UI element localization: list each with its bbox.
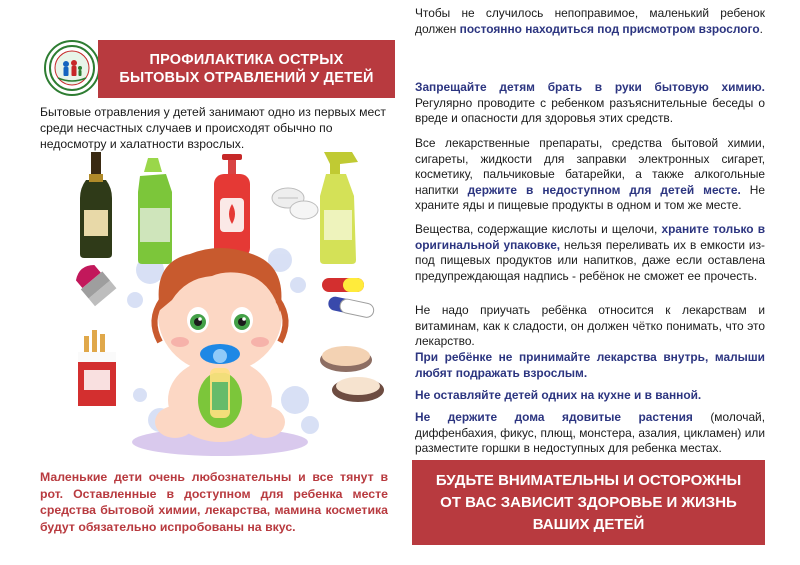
pills-icon — [272, 188, 318, 219]
illustration — [40, 150, 395, 460]
paragraph-kitchen — [415, 388, 765, 404]
title-line-2: БЫТОВЫХ ОТРАВЛЕНИЙ У ДЕТЕЙ — [119, 70, 374, 86]
footer-banner — [412, 460, 765, 545]
paragraph-plants — [415, 410, 765, 457]
p3-highlight: держите в недоступном для детей месте. — [467, 182, 741, 197]
p4-text-a: Вещества, содержащие кислоты и щелочи, — [415, 222, 662, 236]
footer-line-1: БУДЬТЕ ВНИМАТЕЛЬНЫ И ОСТОРОЖНЫ — [435, 471, 742, 489]
p1-text-c: . — [759, 21, 763, 36]
intro-text: Бытовые отравления у детей занимают одно из первых мест среди несчастных случаев и происходят обычно по недосмотру и халатности взрослых. — [40, 105, 386, 151]
soap-dispenser-icon — [214, 154, 250, 258]
p5-text: Не надо приучать ребёнка относится к лекарствам и витаминам, как к сладости, он должен чётко понимать, что это лекарство. — [415, 303, 765, 349]
p2-highlight: Запрещайте детям брать в руки бытовую химию. — [415, 80, 765, 94]
paragraph-storage — [415, 136, 765, 214]
footer-line-3: ВАШИХ ДЕТЕЙ — [532, 515, 645, 533]
p1-highlight: постоянно находиться под присмотром взрослого — [459, 21, 760, 36]
p7-highlight: Не оставляйте детей одних на кухне и в ванной. — [415, 388, 702, 402]
p4-highlight: храните только в оригинальной упаковке, — [415, 222, 766, 252]
compact-powder-icon — [320, 346, 384, 402]
paragraph-acids — [415, 222, 765, 284]
p3-text-a: Все лекарственные препараты, средства бытовой химии, сигареты, жидкости для заправки электронных сигарет, косметику, пальчиковые батарейки, а также алкогольные напитки — [415, 136, 765, 197]
p4-text-c: нельзя переливать их в емкости из-под пищевых продуктов или напитков, даже если оставлена предупреждающая надпись - ребёнок не сможет ее прочесть. — [415, 237, 765, 283]
left-column — [40, 0, 395, 565]
page-title — [98, 40, 395, 98]
left-warning-text: Маленькие дети очень любознательны и все тянут в рот. Оставленные в доступном для ребенка месте средства бытовой химии, лекарства, мамина косметика будут обязательно испробованы на вкус. — [40, 470, 388, 534]
paragraph-imitate — [415, 350, 765, 381]
p8-text-b: (молочай, диффенбахия, фикус, плющ, монстера, азалия, цикламен) или разместите горшки в недоступных для ребенка местах. — [415, 410, 765, 456]
p3-text-c: Не храните яды и пищевые продукты в одном и том же месте. — [415, 182, 765, 213]
wine-bottle-icon — [80, 152, 112, 258]
logo-emblem-icon — [44, 40, 100, 96]
paragraph-chemicals — [415, 80, 765, 127]
spray-bottle-icon — [320, 152, 358, 264]
cleaner-bottle-icon — [138, 158, 172, 264]
footer-line-2: ОТ ВАС ЗАВИСИТ ЗДОРОВЬЕ И ЖИЗНЬ — [440, 493, 737, 511]
p2-text-b: Регулярно проводите с ребенком разъяснительные беседы о вреде и опасности для здоровья этих средств. — [415, 95, 765, 126]
p6-highlight: При ребёнке не принимайте лекарства внутрь, малыши любят подражать взрослым. — [415, 350, 765, 380]
lipstick-icon — [71, 260, 116, 306]
p1-text-a: Чтобы не случилось непоправимое, маленький ребенок должен — [415, 6, 765, 36]
paragraph-medicine — [415, 303, 765, 350]
title-line-1: ПРОФИЛАКТИКА ОСТРЫХ — [149, 52, 344, 68]
capsules-icon — [322, 278, 375, 319]
p8-highlight: Не держите дома ядовитые растения — [415, 410, 693, 424]
right-column — [415, 0, 765, 565]
cigarettes-icon — [78, 330, 116, 406]
paragraph-supervision — [415, 6, 765, 37]
